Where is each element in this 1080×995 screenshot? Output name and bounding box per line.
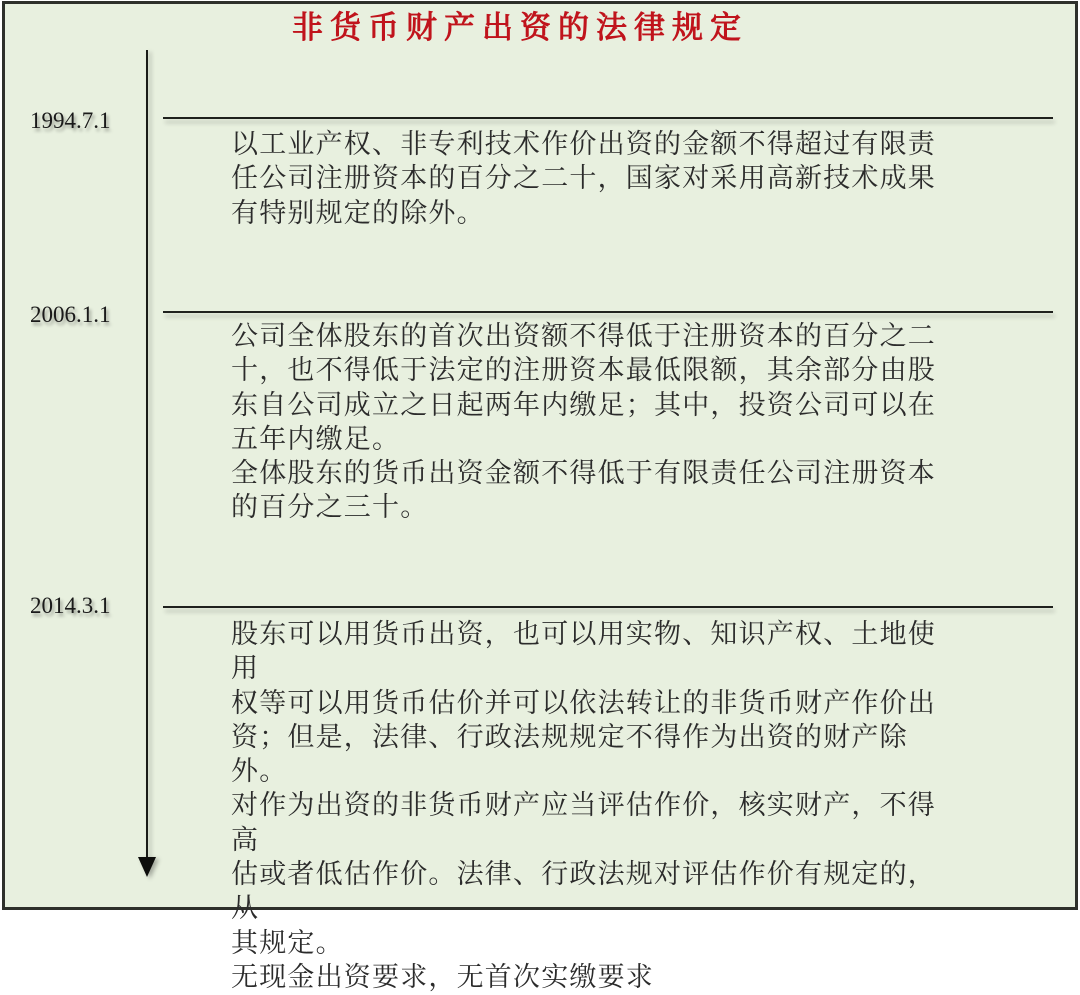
entry-line: 资；但是，法律、行政法规规定不得作为出资的财产除外。 (231, 721, 908, 788)
entry-line: 其规定。 (231, 927, 344, 959)
entry-line: 五年内缴足。 (231, 423, 401, 455)
entry-line: 股东可以用货币出资，也可以用实物、知识产权、土地使用 (231, 619, 936, 685)
timeline-entry-2014 (231, 618, 951, 995)
entry-line: 任公司注册资本的百分之二十，国家对采用高新技术成果 (231, 163, 936, 195)
timeline-entry-1994 (231, 128, 951, 231)
entry-line: 以工业产权、非专利技术作价出资的金额不得超过有限责 (231, 129, 936, 160)
diagram-title-text: 非货币财产出资的法律规定 (292, 10, 748, 46)
timeline-divider-2006 (163, 311, 1053, 313)
timeline-date-1994: 1994.7.1 (30, 108, 111, 133)
entry-line: 对作为出资的非货币财产应当评估作价，核实财产，不得高 (231, 790, 936, 856)
timeline-axis (146, 50, 148, 860)
entry-line: 无现金出资要求，无首次实缴要求 (231, 961, 654, 993)
arrow-down-icon (138, 857, 156, 877)
timeline-divider-2014 (163, 606, 1053, 608)
entry-line: 全体股东的货币出资金额不得低于有限责任公司注册资本 (231, 458, 936, 490)
diagram-title (0, 8, 1080, 48)
entry-line: 的百分之三十。 (231, 492, 429, 524)
entry-line: 权等可以用货币估价并可以依法转让的非货币财产作价出 (231, 687, 936, 719)
timeline-entry-2006 (231, 320, 951, 526)
entry-line: 东自公司成立之日起两年内缴足；其中，投资公司可以在 (231, 389, 936, 421)
entry-line: 公司全体股东的首次出资额不得低于注册资本的百分之二 (231, 321, 936, 352)
timeline-divider-1994 (163, 117, 1053, 119)
timeline-date-2006: 2006.1.1 (30, 302, 111, 327)
timeline-date-2014: 2014.3.1 (30, 593, 111, 618)
entry-line: 有特别规定的除外。 (231, 197, 485, 229)
entry-line: 十，也不得低于法定的注册资本最低限额，其余部分由股 (231, 355, 936, 387)
entry-line: 估或者低估作价。法律、行政法规对评估作价有规定的，从 (231, 859, 936, 925)
